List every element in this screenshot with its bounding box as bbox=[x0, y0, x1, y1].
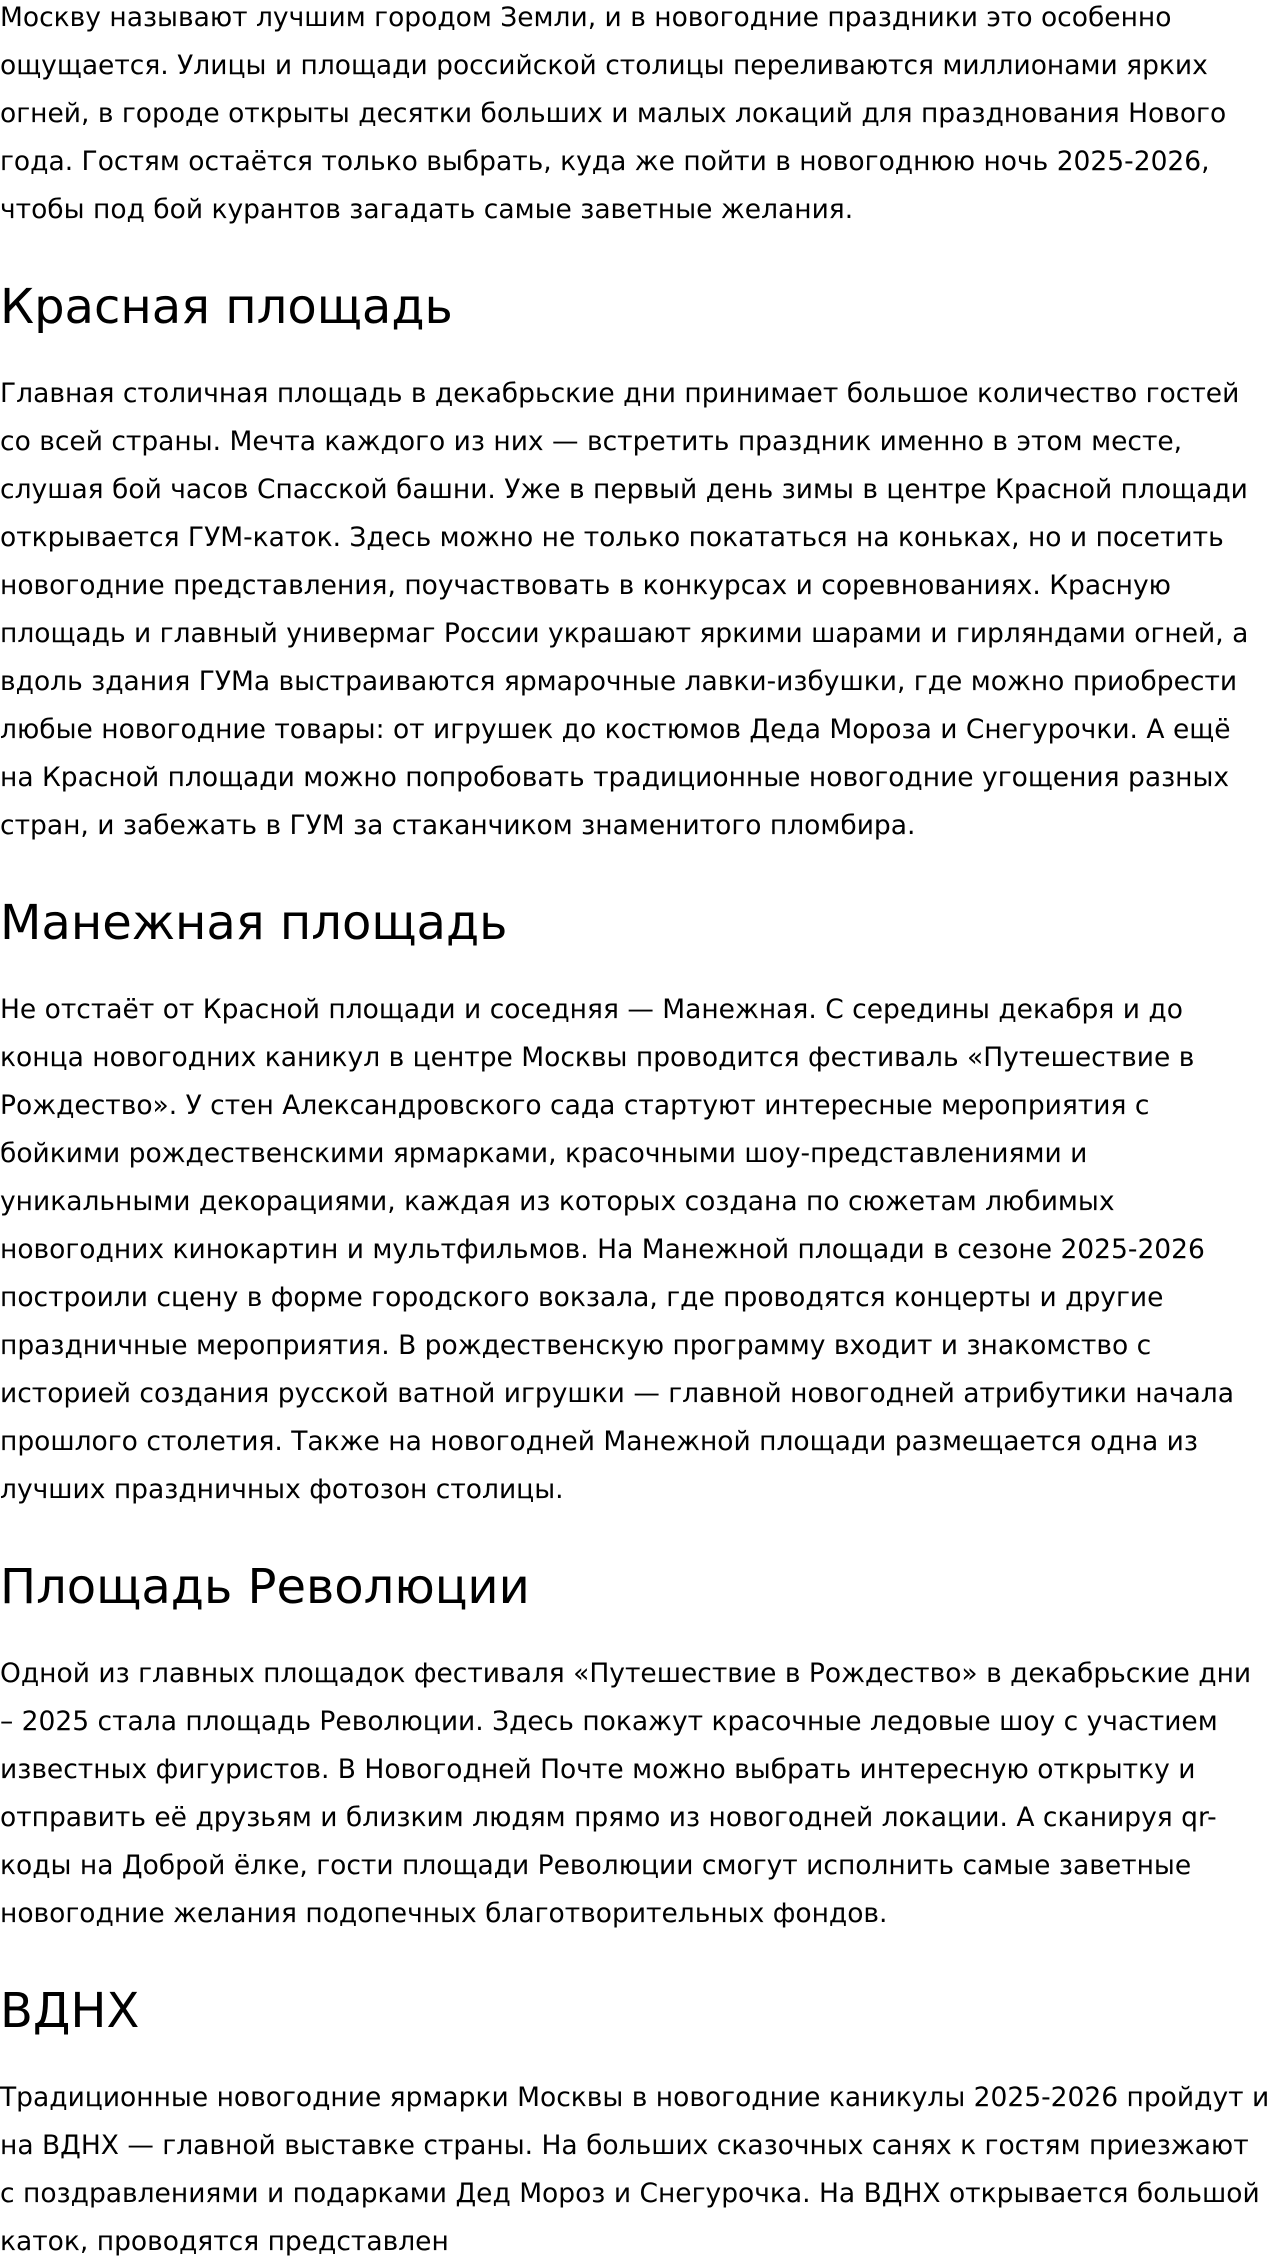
section-heading-manezh-square: Манежная площадь bbox=[0, 895, 508, 951]
section-heading-red-square: Красная площадь bbox=[0, 279, 453, 335]
section-heading-revolution-square: Площадь Революции bbox=[0, 1559, 530, 1615]
section-text-revolution-square: Одной из главных площадок фестиваля «Путешествие в Рождество» в декабрьские дни – 2025 стала площадь Революции. Здесь покажут красочные ледовые шоу с участием известных фигуристов. В Новогодней Почте можно выбрать интересную открытку и отправить её друзьям и близким людям прямо из новогодней локации. А сканируя qr-коды на Доброй ёлке, гости площади Революции смогут исполнить самые заветные новогодние желания подопечных благотворительных фондов. bbox=[0, 1658, 1252, 1929]
section-text-vdnh: Традиционные новогодние ярмарки Москвы в новогодние каникулы 2025-2026 пройдут и на ВДНХ — главной выставке страны. На больших сказочных санях к гостям приезжают с поздравлениями и подарками Дед Мороз и Снегурочка. На ВДНХ открывается большой каток, проводятся представлен bbox=[0, 2082, 1270, 2257]
section-heading-vdnh: ВДНХ bbox=[0, 1983, 140, 2039]
intro-paragraph: Москву называют лучшим городом Земли, и в новогодние праздники это особенно ощущается. Улицы и площади российской столицы переливаются миллионами ярких огней, в городе открыты десятки больших и малых локаций для празднования Нового года. Гостям остаётся только выбрать, куда же пойти в новогоднюю ночь 2025-2026, чтобы под бой курантов загадать самые заветные желания. bbox=[0, 2, 1227, 225]
section-text-red-square: Главная столичная площадь в декабрьские дни принимает большое количество гостей со всей страны. Мечта каждого из них — встретить праздник именно в этом месте, слушая бой часов Спасской башни. Уже в первый день зимы в центре Красной площади открывается ГУМ-каток. Здесь можно не только покататься на коньках, но и посетить новогодние представления, поучаствовать в конкурсах и соревнованиях. Красную площадь и главный универмаг России украшают яркими шарами и гирляндами огней, а вдоль здания ГУМа выстраиваются ярмарочные лавки-избушки, где можно приобрести любые новогодние товары: от игрушек до костюмов Деда Мороза и Снегурочки. А ещё на Красной площади можно попробовать традиционные новогодние угощения разных стран, и забежать в ГУМ за стаканчиком знаменитого пломбира. bbox=[0, 378, 1249, 841]
section-text-manezh-square: Не отстаёт от Красной площади и соседняя — Манежная. С середины декабря и до конца новогодних каникул в центре Москвы проводится фестиваль «Путешествие в Рождество». У стен Александровского сада стартуют интересные мероприятия с бойкими рождественскими ярмарками, красочными шоу-представлениями и уникальными декорациями, каждая из которых создана по сюжетам любимых новогодних кинокартин и мультфильмов. На Манежной площади в сезоне 2025-2026 построили сцену в форме городского вокзала, где проводятся концерты и другие праздничные мероприятия. В рождественскую программу входит и знакомство с историей создания русской ватной игрушки — главной новогодней атрибутики начала прошлого столетия. Также на новогодней Манежной площади размещается одна из лучших праздничных фотозон столицы. bbox=[0, 994, 1234, 1505]
